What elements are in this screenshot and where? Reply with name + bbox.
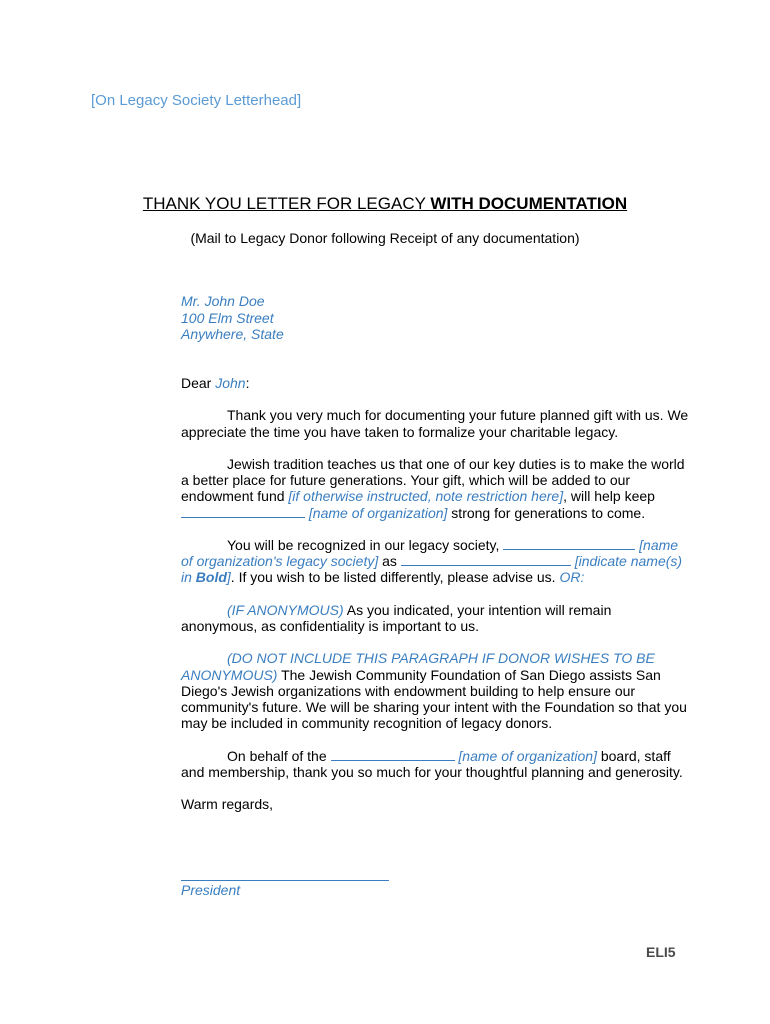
title-bold: WITH DOCUMENTATION (430, 194, 628, 213)
paragraph-tradition: Jewish tradition teaches us that one of our key duties is to make the world a better place for future generations. Your gift, which will be added to our endowment fund [if otherwise instructed, note restriction here], will help keep [name of organization] strong for generations to come. (181, 455, 685, 521)
paragraph-foundation: (DO NOT INCLUDE THIS PARAGRAPH IF DONOR WISHES TO BE ANONYMOUS) The Jewish Community Foundation of San Diego assists San Diego's Jewish organizations with endowment building to help ensure our community's future. We will be sharing your intent with the Foundation so that you may be included in community recognition of legacy donors. (181, 650, 687, 732)
foundation-note: (DO NOT INCLUDE THIS PARAGRAPH IF DONOR WISHES TO BE ANONYMOUS) (181, 650, 655, 683)
page-title (0, 194, 770, 214)
recipient-street: 100 Elm Street (181, 309, 274, 326)
organization-blank (181, 505, 305, 518)
recipient-name: Mr. John Doe (181, 293, 265, 309)
paragraph-behalf: On behalf of the [name of organization] board, staff and membership, thank you so much for your thoughtful planning and generosity. (181, 747, 683, 780)
donor-name-blank (401, 553, 571, 566)
restriction-placeholder: [if otherwise instructed, note restriction here] (288, 488, 564, 505)
form-code: ELI5 (646, 944, 676, 960)
or-note: OR: (559, 569, 585, 586)
legacy-society-placeholder: [name of organization's legacy society] (181, 536, 679, 570)
salutation: Dear John: (181, 375, 250, 391)
paragraph-recognition: You will be recognized in our legacy society, [name of organization's legacy society] as [indicate name(s) in Bold]. If you wish to be listed differently, please advise us. OR: (181, 536, 683, 586)
paragraph-thanks: Thank you very much for documenting your future planned gift with us. We appreciate the time you have taken to formalize your charitable legacy. (181, 407, 689, 440)
organization-blank-2 (331, 748, 455, 761)
legacy-society-blank (503, 537, 635, 550)
recipient-city: Anywhere, State (181, 326, 284, 342)
paragraph-anonymous: (IF ANONYMOUS) As you indicated, your intention will remain anonymous, as confidentiality is important to us. (181, 601, 612, 634)
letter-body (181, 375, 691, 829)
organization-placeholder: [name of organization] (308, 504, 448, 521)
title-main: THANK YOU LETTER FOR LEGACY (142, 194, 431, 213)
organization-placeholder-2: [name of organization] (458, 747, 597, 764)
anonymous-note: (IF ANONYMOUS) (227, 601, 344, 618)
signature-line (181, 880, 389, 881)
recipient-address (181, 293, 284, 343)
donor-name-placeholder: [indicate name(s) in Bold] (181, 553, 683, 586)
signature-title: President (181, 882, 241, 898)
subtitle: (Mail to Legacy Donor following Receipt of any documentation) (190, 230, 580, 246)
closing: Warm regards, (181, 796, 274, 813)
salutation-name: John (215, 375, 246, 391)
letterhead-placeholder: [On Legacy Society Letterhead] (91, 92, 302, 109)
